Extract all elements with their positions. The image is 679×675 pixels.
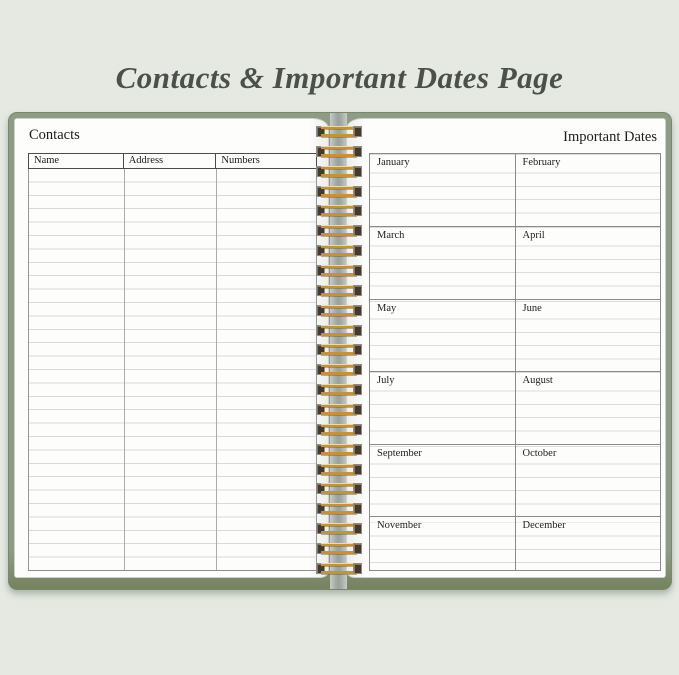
spiral-ring — [316, 543, 362, 554]
notebook — [8, 112, 672, 590]
binding-hole — [353, 483, 362, 494]
spiral-ring — [316, 483, 362, 494]
month-cell-december: December — [516, 517, 661, 570]
binding-hole — [353, 384, 362, 395]
month-cell-january: January — [370, 154, 516, 226]
binding-hole — [353, 464, 362, 475]
spiral-ring — [316, 186, 362, 197]
binding-hole — [353, 166, 362, 177]
binding-hole — [353, 245, 362, 256]
spiral-ring — [316, 503, 362, 514]
spiral-ring — [316, 464, 362, 475]
month-cell-september: September — [370, 445, 516, 516]
spiral-ring — [316, 563, 362, 574]
spiral-ring — [316, 245, 362, 256]
important-dates-heading: Important Dates — [563, 129, 657, 145]
ring-wire — [321, 563, 357, 574]
ring-wire — [321, 404, 357, 415]
spiral-ring — [316, 344, 362, 355]
binding-hole — [353, 444, 362, 455]
binding-hole — [353, 344, 362, 355]
contacts-heading: Contacts — [29, 127, 80, 143]
month-cell-march: March — [370, 227, 516, 299]
binding-hole — [353, 205, 362, 216]
binding-hole — [353, 424, 362, 435]
spiral-ring — [316, 146, 362, 157]
binding-hole — [353, 563, 362, 574]
ring-wire — [321, 543, 357, 554]
month-row — [370, 372, 660, 445]
month-cell-june: June — [516, 300, 661, 371]
month-cell-july: July — [370, 372, 516, 444]
ring-wire — [321, 146, 357, 157]
month-cell-november: November — [370, 517, 516, 570]
spiral-ring — [316, 126, 362, 137]
ring-wire — [321, 166, 357, 177]
ring-wire — [321, 126, 357, 137]
ring-wire — [321, 285, 357, 296]
ring-wire — [321, 225, 357, 236]
binding-hole — [353, 146, 362, 157]
month-row — [370, 300, 660, 372]
column-header-address: Address — [124, 154, 217, 168]
ring-wire — [321, 245, 357, 256]
binding-hole — [353, 503, 362, 514]
ring-wire — [321, 364, 357, 375]
binding-hole — [353, 325, 362, 336]
spiral-ring — [316, 404, 362, 415]
spiral-binding — [316, 126, 362, 574]
contacts-page — [14, 118, 329, 578]
spiral-ring — [316, 205, 362, 216]
ring-wire — [321, 523, 357, 534]
ring-wire — [321, 325, 357, 336]
contacts-blank-rows — [28, 169, 317, 571]
ring-wire — [321, 503, 357, 514]
ring-wire — [321, 265, 357, 276]
month-cell-october: October — [516, 445, 661, 516]
important-dates-page — [346, 118, 666, 578]
spiral-ring — [316, 444, 362, 455]
ring-wire — [321, 384, 357, 395]
month-cell-february: February — [516, 154, 661, 226]
months-table — [369, 153, 661, 571]
spiral-ring — [316, 523, 362, 534]
ring-wire — [321, 483, 357, 494]
spiral-ring — [316, 364, 362, 375]
month-row — [370, 517, 660, 570]
column-divider — [216, 169, 217, 570]
ring-wire — [321, 205, 357, 216]
ring-wire — [321, 186, 357, 197]
binding-hole — [353, 305, 362, 316]
ring-wire — [321, 464, 357, 475]
ring-wire — [321, 424, 357, 435]
binding-hole — [353, 285, 362, 296]
spiral-ring — [316, 285, 362, 296]
ring-wire — [321, 344, 357, 355]
month-row — [370, 154, 660, 227]
month-cell-april: April — [516, 227, 661, 299]
ring-wire — [321, 305, 357, 316]
contacts-table — [28, 153, 317, 571]
binding-hole — [353, 225, 362, 236]
binding-hole — [353, 543, 362, 554]
spiral-ring — [316, 166, 362, 177]
column-header-name: Name — [29, 154, 124, 168]
column-header-numbers: Numbers — [221, 155, 260, 166]
spiral-ring — [316, 424, 362, 435]
binding-hole — [353, 126, 362, 137]
spiral-ring — [316, 384, 362, 395]
month-row — [370, 227, 660, 300]
column-divider — [124, 169, 125, 570]
binding-hole — [353, 364, 362, 375]
binding-hole — [353, 265, 362, 276]
spiral-ring — [316, 305, 362, 316]
contacts-table-header — [28, 153, 317, 169]
spiral-ring — [316, 325, 362, 336]
binding-hole — [353, 523, 362, 534]
month-cell-may: May — [370, 300, 516, 371]
binding-hole — [353, 404, 362, 415]
spiral-ring — [316, 265, 362, 276]
page-title: Contacts & Important Dates Page — [115, 60, 564, 95]
ring-wire — [321, 444, 357, 455]
spiral-ring — [316, 225, 362, 236]
month-row — [370, 445, 660, 517]
binding-hole — [353, 186, 362, 197]
month-cell-august: August — [516, 372, 661, 444]
